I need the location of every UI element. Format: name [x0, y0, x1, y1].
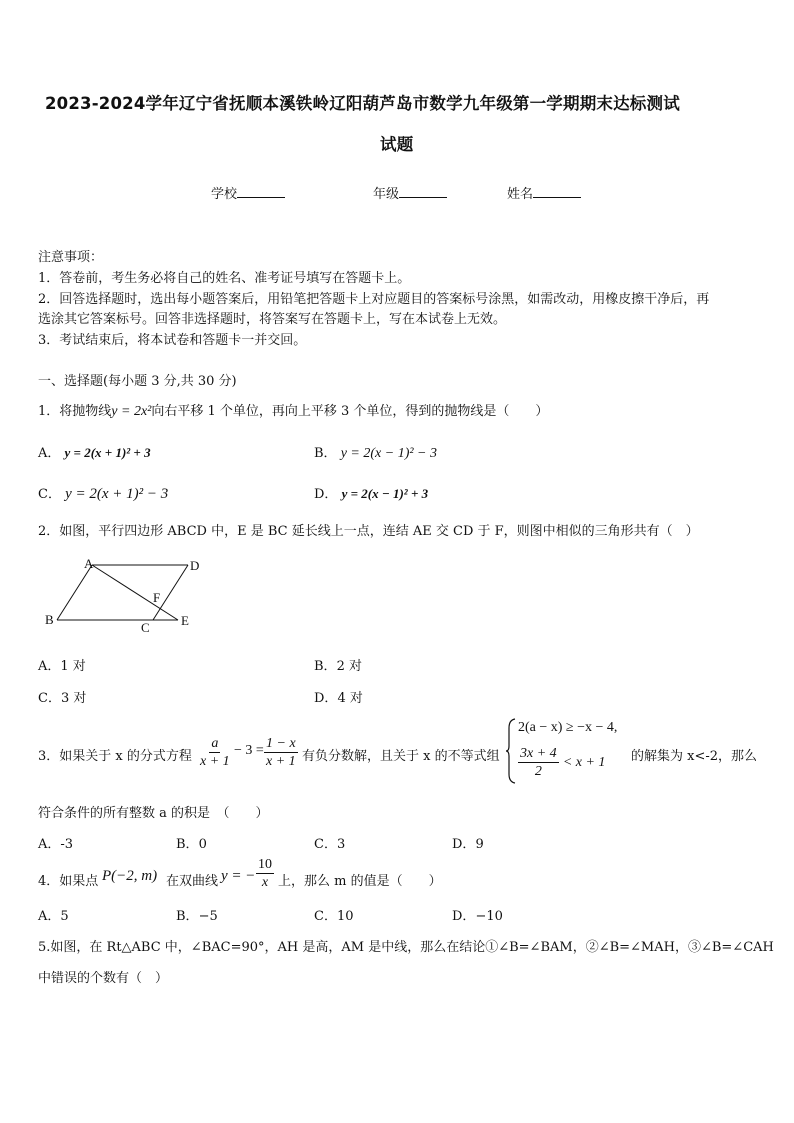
grade-label: 年级 — [373, 187, 400, 202]
q3-option-b — [176, 833, 207, 852]
q2-option-d-text: 4 对 — [337, 691, 363, 706]
q4-option-d — [452, 905, 503, 924]
q3-stem-post: 的解集为 x<-2，那么 — [631, 749, 758, 764]
label-a: A — [84, 556, 94, 571]
q3-option-d-text: 9 — [475, 837, 484, 852]
q1-option-c-expr: y = 2(x + 1)² − 3 — [65, 486, 169, 502]
notice-heading: 注意事项： — [38, 250, 104, 265]
label-f: F — [153, 590, 161, 605]
q4-lhs: y = − — [221, 868, 256, 884]
q3-option-d — [452, 833, 484, 852]
label-b: B — [45, 612, 54, 627]
q3-frac-a-den: x + 1 — [200, 754, 230, 769]
name-blank — [533, 185, 581, 198]
q3-stem-line2: 符合条件的所有整数 a 的积是 （ ） — [38, 806, 269, 821]
q3-frac-b — [264, 735, 298, 770]
q4-option-d-text: −10 — [475, 909, 503, 924]
q4-stem-pre: 4．如果点 — [38, 874, 99, 889]
q3-option-a-text: -3 — [60, 837, 74, 852]
q2-option-c — [38, 687, 86, 706]
q4-option-a-label: A． — [38, 909, 61, 924]
q1-stem-post: 向右平移 1 个单位，再向上平移 3 个单位，得到的抛物线是（ ） — [151, 404, 549, 419]
q4-option-b — [176, 905, 218, 924]
label-c: C — [141, 620, 150, 635]
q3-fraction-1 — [198, 735, 232, 770]
q4-stem-mid: 在双曲线 — [166, 874, 219, 889]
grade-field — [373, 183, 447, 202]
q4-stem-post: 上，那么 m 的值是（ ） — [278, 874, 442, 889]
label-e: E — [181, 613, 189, 628]
q4-option-d-label: D． — [452, 909, 476, 924]
q3-option-b-text: 0 — [198, 837, 207, 852]
q4-fraction — [256, 856, 274, 891]
q1-option-d-label: D． — [314, 487, 338, 502]
q3-brace — [505, 718, 517, 784]
page-title-line2: 试题 — [380, 135, 414, 154]
q1-option-c-label: C． — [38, 487, 61, 502]
q2-option-a — [38, 655, 86, 674]
q4-option-b-text: −5 — [198, 909, 218, 924]
q1-option-a-expr: y = 2(x + 1)² + 3 — [64, 445, 151, 460]
q3-inequality-1: 2(a − x) ≥ −x − 4, — [518, 720, 618, 735]
q3-ineq-frac-num: 3x + 4 — [520, 746, 557, 761]
q3-option-a — [38, 833, 73, 852]
q3-stem-mid: 有负分数解，且关于 x 的不等式组 — [302, 749, 500, 764]
grade-blank — [399, 185, 447, 198]
q4-option-c-label: C． — [314, 909, 337, 924]
notice-item-1: 1．答卷前，考生务必将自己的姓名、准考证号填写在答题卡上。 — [38, 271, 411, 286]
q1-expr: y = 2x² — [111, 404, 152, 419]
q1-option-c — [38, 483, 168, 503]
q3-ineq-rhs: < x + 1 — [562, 755, 606, 770]
segment-ae — [92, 565, 178, 620]
question-2: 2．如图，平行四边形 ABCD 中，E 是 BC 延长线上一点，连结 AE 交 CD 于 F，则图中相似的三角形共有（ ） — [38, 524, 699, 539]
school-label: 学校 — [211, 187, 238, 202]
q3-option-c-label: C． — [314, 837, 337, 852]
q3-option-c — [314, 833, 345, 852]
q4-frac — [256, 856, 274, 891]
q2-option-b-text: 2 对 — [336, 659, 362, 674]
q3-fraction-2 — [264, 735, 298, 770]
q2-option-a-label: A． — [38, 659, 61, 674]
q4-frac-den: x — [261, 875, 269, 890]
question-1 — [38, 400, 548, 420]
q1-option-b-expr: y = 2(x − 1)² − 3 — [340, 446, 437, 461]
q3-inequality-2 — [518, 745, 605, 780]
q1-stem-pre: 1．将抛物线 — [38, 404, 112, 419]
q1-option-d-expr: y = 2(x − 1)² + 3 — [341, 486, 429, 501]
q4-option-b-label: B． — [176, 909, 199, 924]
q2-option-d — [314, 687, 363, 706]
q2-option-c-label: C． — [38, 691, 61, 706]
notice-item-2: 2．回答选择题时，选出每小题答案后，用铅笔把答题卡上对应题目的答案标号涂黑，如需改动，用橡皮擦干净后，再 — [38, 292, 710, 307]
q1-option-a-label: A． — [38, 446, 61, 461]
q3-frac-b-num: 1 − x — [266, 736, 296, 751]
q1-option-a — [38, 442, 151, 461]
q3-option-c-text: 3 — [336, 837, 346, 852]
q2-option-a-text: 1 对 — [60, 659, 86, 674]
q4-option-c-text: 10 — [336, 909, 354, 924]
q4-option-a-text: 5 — [60, 909, 69, 924]
q3-ineq-frac — [518, 745, 559, 780]
school-field — [211, 183, 285, 202]
q2-option-b — [314, 655, 362, 674]
q2-option-b-label: B． — [314, 659, 337, 674]
q3-frac-a — [198, 735, 232, 770]
q1-option-b — [314, 442, 437, 462]
q3-ineq-frac-den: 2 — [534, 764, 542, 779]
q3-minus3: − 3 = — [234, 743, 264, 758]
q1-option-b-label: B． — [314, 446, 337, 461]
q5-stem-line1: 5.如图，在 Rt△ABC 中，∠BAC=90°，AH 是高，AM 是中线，那么在结论①∠B=∠BAM，②∠B=∠MAH，③∠B=∠CAH — [38, 940, 774, 955]
name-label: 姓名 — [507, 187, 534, 202]
q4-option-a — [38, 905, 69, 924]
q3-frac-b-den: x + 1 — [266, 754, 296, 769]
q3-option-d-label: D． — [452, 837, 476, 852]
segment-ab — [57, 565, 92, 620]
q3-option-b-label: B． — [176, 837, 199, 852]
q3-option-a-label: A． — [38, 837, 61, 852]
school-blank — [237, 185, 285, 198]
q4-option-c — [314, 905, 354, 924]
notice-item-2-cont: 选涂其它答案标号。回答非选择题时，将答案写在答题卡上，写在本试卷上无效。 — [38, 312, 507, 327]
q3-frac-a-num: a — [211, 736, 219, 751]
parallelogram-figure — [40, 555, 210, 637]
label-d: D — [190, 558, 200, 573]
q4-frac-num: 10 — [258, 857, 272, 872]
q4-point: P(−2, m) — [102, 868, 158, 884]
page-title-line1: 2023-2024学年辽宁省抚顺本溪铁岭辽阳葫芦岛市数学九年级第一学期期末达标测试 — [45, 94, 680, 113]
q2-option-c-text: 3 对 — [60, 691, 87, 706]
section-heading: 一、选择题(每小题 3 分,共 30 分) — [38, 374, 237, 389]
q5-stem-line2: 中错误的个数有（ ） — [38, 971, 169, 986]
q1-option-d — [314, 483, 428, 502]
notice-item-3: 3．考试结束后，将本试卷和答题卡一并交回。 — [38, 333, 307, 348]
q3-stem-pre: 3．如果关于 x 的分式方程 — [38, 749, 192, 764]
q2-option-d-label: D． — [314, 691, 338, 706]
name-field — [507, 183, 581, 202]
